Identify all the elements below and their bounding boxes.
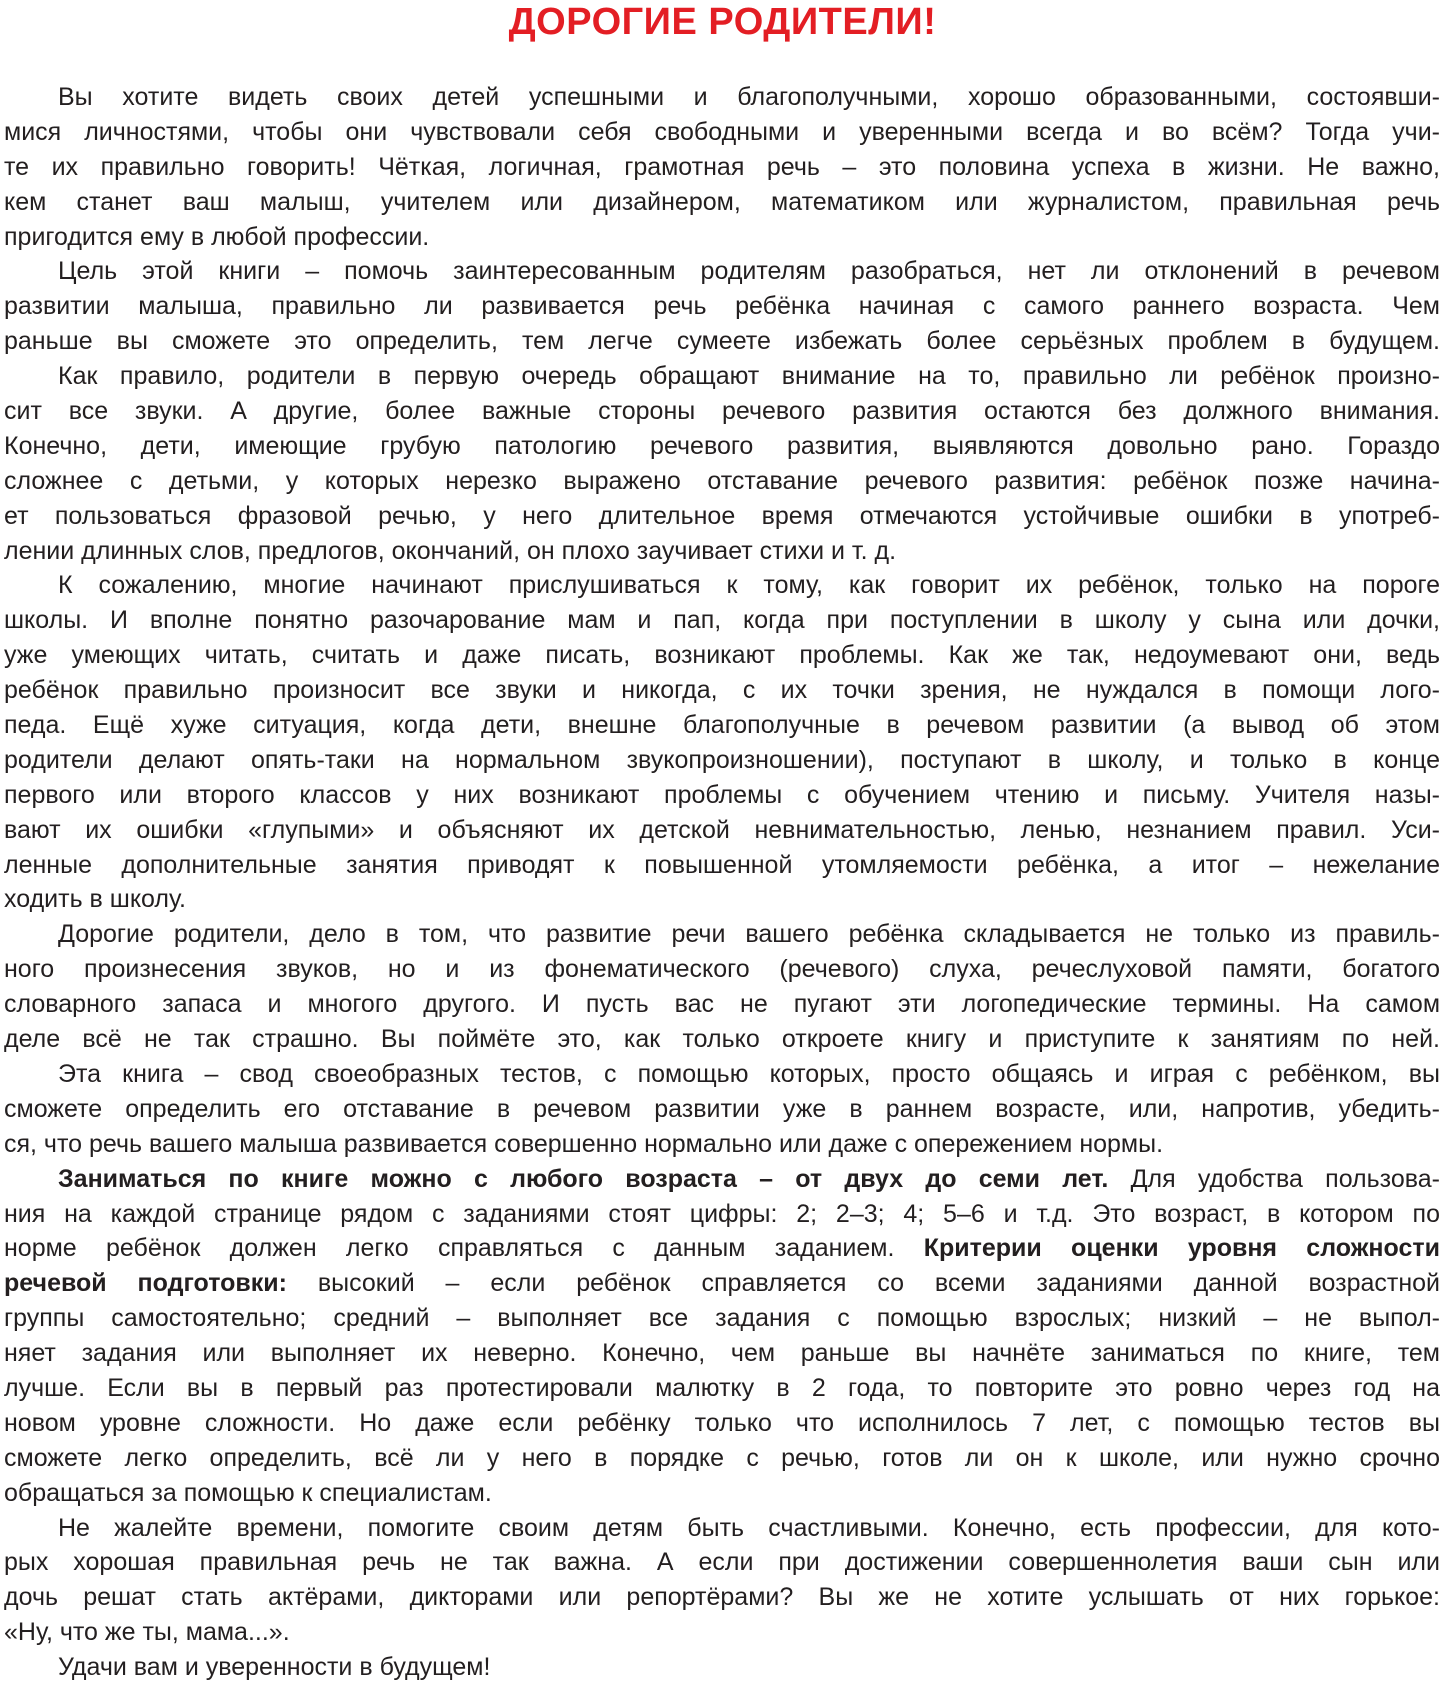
text-line: Вы хотите видеть своих детей успешными и благополучными, хорошо образованными, состоявши- bbox=[58, 83, 1440, 111]
text-line: Конечно, дети, имеющие грубую патологию речевого развития, выявляются довольно рано. Гораздо bbox=[4, 431, 1440, 460]
bold-text: речевой подготовки: bbox=[4, 1269, 287, 1298]
paragraph bbox=[4, 1057, 1440, 1162]
text-line: ного произнесения звуков, но и из фонематического (речевого) слуха, речеслуховой памяти, богатого bbox=[4, 955, 1440, 984]
bold-text: Заниматься по книге можно с любого возраста – от двух до семи лет. bbox=[58, 1164, 1109, 1193]
text-line: К сожалению, многие начинают прислушиваться к тому, как говорит их ребёнок, только на пороге bbox=[58, 571, 1440, 600]
text-line: группы самостоятельно; средний – выполняет все задания с помощью взрослых; низкий – не выпол- bbox=[4, 1304, 1440, 1333]
paragraph bbox=[4, 359, 1440, 568]
text-line: школы. И вполне понятно разочарование мам и пап, когда при поступлении в школу у сына или дочки, bbox=[4, 606, 1440, 635]
text-line: уже умеющих читать, считать и даже писать, возникают проблемы. Как же так, недоумевают они, ведь bbox=[4, 641, 1440, 670]
text-line: родители делают опять-таки на нормальном звукопроизношении), поступают в школу, и только в конце bbox=[4, 745, 1440, 774]
text-line: лучше. Если вы в первый раз протестировали малютку в 2 года, то повторите это ровно через год на bbox=[4, 1373, 1440, 1402]
paragraph bbox=[4, 80, 1440, 254]
text-line: развитии малыша, правильно ли развивается речь ребёнка начиная с самого раннего возраста. Чем bbox=[4, 292, 1440, 321]
bold-text: Критерии оценки уровня сложности bbox=[923, 1234, 1440, 1263]
text-line: дочь решат стать актёрами, дикторами или репортёрами? Вы же не хотите услышать от них горькое: bbox=[4, 1583, 1440, 1612]
text-line: сможете определить его отставание в речевом развитии уже в раннем возрасте, или, напротив, убедить- bbox=[4, 1094, 1440, 1123]
page-title: ДОРОГИЕ РОДИТЕЛИ! bbox=[508, 1, 937, 43]
text-line bbox=[4, 1266, 1440, 1301]
text-line: Цель этой книги – помочь заинтересованным родителям разобраться, нет ли отклонений в речевом bbox=[58, 257, 1440, 286]
text-line: словарного запаса и многого другого. И пусть вас не пугают эти логопедические термины. На самом bbox=[4, 990, 1440, 1019]
text-line: раньше вы сможете это определить, тем легче сумеете избежать более серьёзных проблем в будущем. bbox=[4, 327, 1440, 356]
text-line bbox=[4, 1231, 1440, 1266]
text-line bbox=[4, 1162, 1440, 1197]
text-line: Удачи вам и уверенности в будущем! bbox=[58, 1653, 491, 1682]
text-line: ленные дополнительные занятия приводят к повышенной утомляемости ребёнка, а итог – нежелание bbox=[4, 850, 1440, 879]
text-line: сможете легко определить, всё ли у него в порядке с речью, готов ли он к школе, или нужно срочно bbox=[4, 1443, 1440, 1472]
paragraph bbox=[4, 917, 1440, 1057]
document-body bbox=[4, 80, 1440, 1685]
text-line: пригодится ему в любой профессии. bbox=[4, 222, 430, 251]
text-line: Не жалейте времени, помогите своим детям быть счастливыми. Конечно, есть профессии, для кото- bbox=[58, 1513, 1440, 1542]
text-line: сит все звуки. А другие, более важные стороны речевого развития остаются без должного внимания. bbox=[4, 397, 1440, 426]
text-line: «Ну, что же ты, мама...». bbox=[4, 1618, 290, 1647]
text-line: ребёнок правильно произносит все звуки и никогда, с их точки зрения, не нуждался в помощи лого- bbox=[4, 676, 1440, 705]
text-line: Дорогие родители, дело в том, что развитие речи вашего ребёнка складывается не только из правиль- bbox=[58, 920, 1440, 949]
text-line: деле всё не так страшно. Вы поймёте это, как только откроете книгу и приступите к занятиям по ней. bbox=[4, 1025, 1440, 1054]
paragraph bbox=[4, 1511, 1440, 1651]
paragraph bbox=[4, 254, 1440, 359]
paragraph bbox=[4, 1650, 1440, 1685]
text-line: педа. Ещё хуже ситуация, когда дети, внешне благополучные в речевом развитии (а вывод об этом bbox=[4, 711, 1440, 740]
text-line: рых хорошая правильная речь не так важна. А если при достижении совершеннолетия ваши сын или bbox=[4, 1548, 1440, 1577]
text-line: лении длинных слов, предлогов, окончаний, он плохо заучивает стихи и т. д. bbox=[4, 536, 897, 565]
text-line: сложнее с детьми, у которых нерезко выражено отставание речевого развития: ребёнок позже начина- bbox=[4, 466, 1440, 495]
text-line: первого или второго классов у них возникают проблемы с обучением чтению и письму. Учителя назы- bbox=[4, 780, 1440, 809]
text-line: те их правильно говорить! Чёткая, логичная, грамотная речь – это половина успеха в жизни. Не важно, bbox=[4, 152, 1440, 181]
text-line: мися личностями, чтобы они чувствовали себя свободными и уверенными всегда и во всём? Тогда учи- bbox=[4, 117, 1440, 146]
text-line: Как правило, родители в первую очередь обращают внимание на то, правильно ли ребёнок произно- bbox=[58, 362, 1440, 391]
text-segment: норме ребёнок должен легко справляться с данным заданием. bbox=[4, 1234, 924, 1263]
text-line: ходить в школу. bbox=[4, 885, 186, 914]
text-segment: высокий – если ребёнок справляется со всеми заданиями данной возрастной bbox=[286, 1269, 1440, 1298]
text-segment: Для удобства пользова- bbox=[1108, 1164, 1440, 1193]
text-line: новом уровне сложности. Но даже если ребёнку только что исполнилось 7 лет, с помощью тестов вы bbox=[4, 1408, 1440, 1437]
paragraph bbox=[4, 1162, 1440, 1511]
text-line: ся, что речь вашего малыша развивается совершенно нормально или даже с опережением нормы. bbox=[4, 1129, 1164, 1158]
text-line: ет пользоваться фразовой речью, у него длительное время отмечаются устойчивые ошибки в употреб- bbox=[4, 501, 1440, 530]
text-line: ния на каждой странице рядом с заданиями стоят цифры: 2; 2–3; 4; 5–6 и т.д. Это возраст, в котором по bbox=[4, 1199, 1440, 1228]
text-line: няет задания или выполняет их неверно. Конечно, чем раньше вы начнёте заниматься по книге, тем bbox=[4, 1339, 1440, 1368]
text-line: вают их ошибки «глупыми» и объясняют их детской невнимательностью, ленью, незнанием правил. Уси- bbox=[4, 815, 1440, 844]
paragraph bbox=[4, 568, 1440, 917]
text-line: Эта книга – свод своеобразных тестов, с помощью которых, просто общаясь и играя с ребёнком, вы bbox=[58, 1059, 1440, 1088]
text-line: обращаться за помощью к специалистам. bbox=[4, 1478, 492, 1507]
text-line: кем станет ваш малыш, учителем или дизайнером, математиком или журналистом, правильная речь bbox=[4, 187, 1440, 216]
